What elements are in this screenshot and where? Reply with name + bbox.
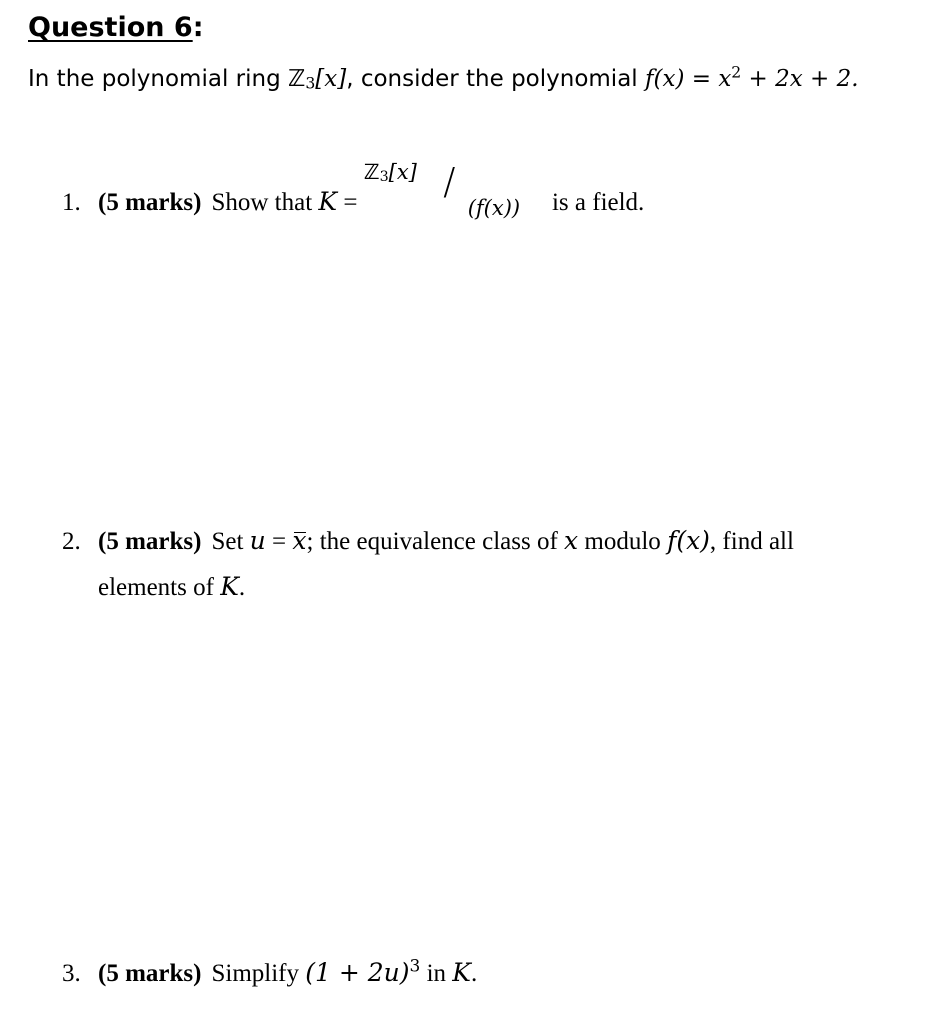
quotient-slash: /: [443, 155, 455, 208]
part-3: [62, 958, 477, 988]
part-1-text-after: is a field.: [545, 189, 645, 216]
question-title-text: Question 6: [28, 12, 193, 43]
intro-lead: In the polynomial ring: [28, 66, 288, 92]
question-intro: [28, 62, 859, 93]
part-1-text-before: Show that: [211, 189, 319, 216]
quotient-subscript: 3: [379, 169, 389, 186]
polynomial-lhs: f(x) = x: [645, 66, 732, 92]
part-3-number: 3.: [62, 960, 81, 987]
part-3-text-before: Simplify: [211, 960, 306, 987]
part-2-number: 2.: [62, 528, 81, 555]
quotient-variable: [x]: [388, 160, 417, 184]
quotient-denominator: (f(x)): [467, 196, 521, 220]
quotient-integers-symbol: ℤ: [363, 160, 380, 184]
integers-subscript: 3: [305, 73, 316, 93]
part-2-field-k: K: [220, 572, 239, 601]
part-2-text-mid: ; the equivalence class of: [306, 528, 565, 555]
question-title: [28, 12, 204, 43]
variable-u: u: [249, 526, 266, 555]
field-k: K: [318, 187, 338, 216]
polynomial-f: f(x): [667, 526, 710, 555]
part-2-cont-end: .: [238, 574, 246, 601]
part-1: [62, 155, 645, 232]
part-2-text-before: Set: [211, 528, 250, 555]
part-3-text-in: in: [420, 960, 453, 987]
expression-base: (1 + 2u): [305, 958, 410, 987]
part-1-marks: (5 marks): [98, 189, 202, 216]
part-2-cont-text: elements of: [98, 574, 221, 601]
part-3-marks: (5 marks): [98, 960, 202, 987]
part-2-text-end: , find all: [709, 528, 794, 555]
part-2-marks: (5 marks): [98, 528, 202, 555]
ring-variable: [x]: [315, 66, 347, 92]
intro-mid: , consider the polynomial: [346, 66, 645, 92]
part-2-continuation: [98, 572, 794, 602]
part-3-field-k: K: [452, 958, 471, 987]
part-2-text-mod: modulo: [578, 528, 668, 555]
x-bar: x: [292, 526, 307, 555]
polynomial-exponent: 2: [731, 62, 742, 82]
expression-exponent: 3: [409, 956, 421, 977]
quotient-ring: [363, 155, 546, 232]
part-2: [62, 526, 794, 602]
variable-x: x: [564, 526, 579, 555]
quotient-numerator: [364, 160, 417, 185]
part-1-number: 1.: [62, 189, 81, 216]
part-3-text-end: .: [470, 960, 478, 987]
part-2-equals: =: [265, 528, 293, 555]
polynomial-rhs: + 2x + 2.: [741, 66, 859, 92]
part-1-equals: =: [337, 189, 364, 216]
question-title-colon: :: [192, 12, 204, 43]
integers-symbol: ℤ: [287, 66, 306, 92]
